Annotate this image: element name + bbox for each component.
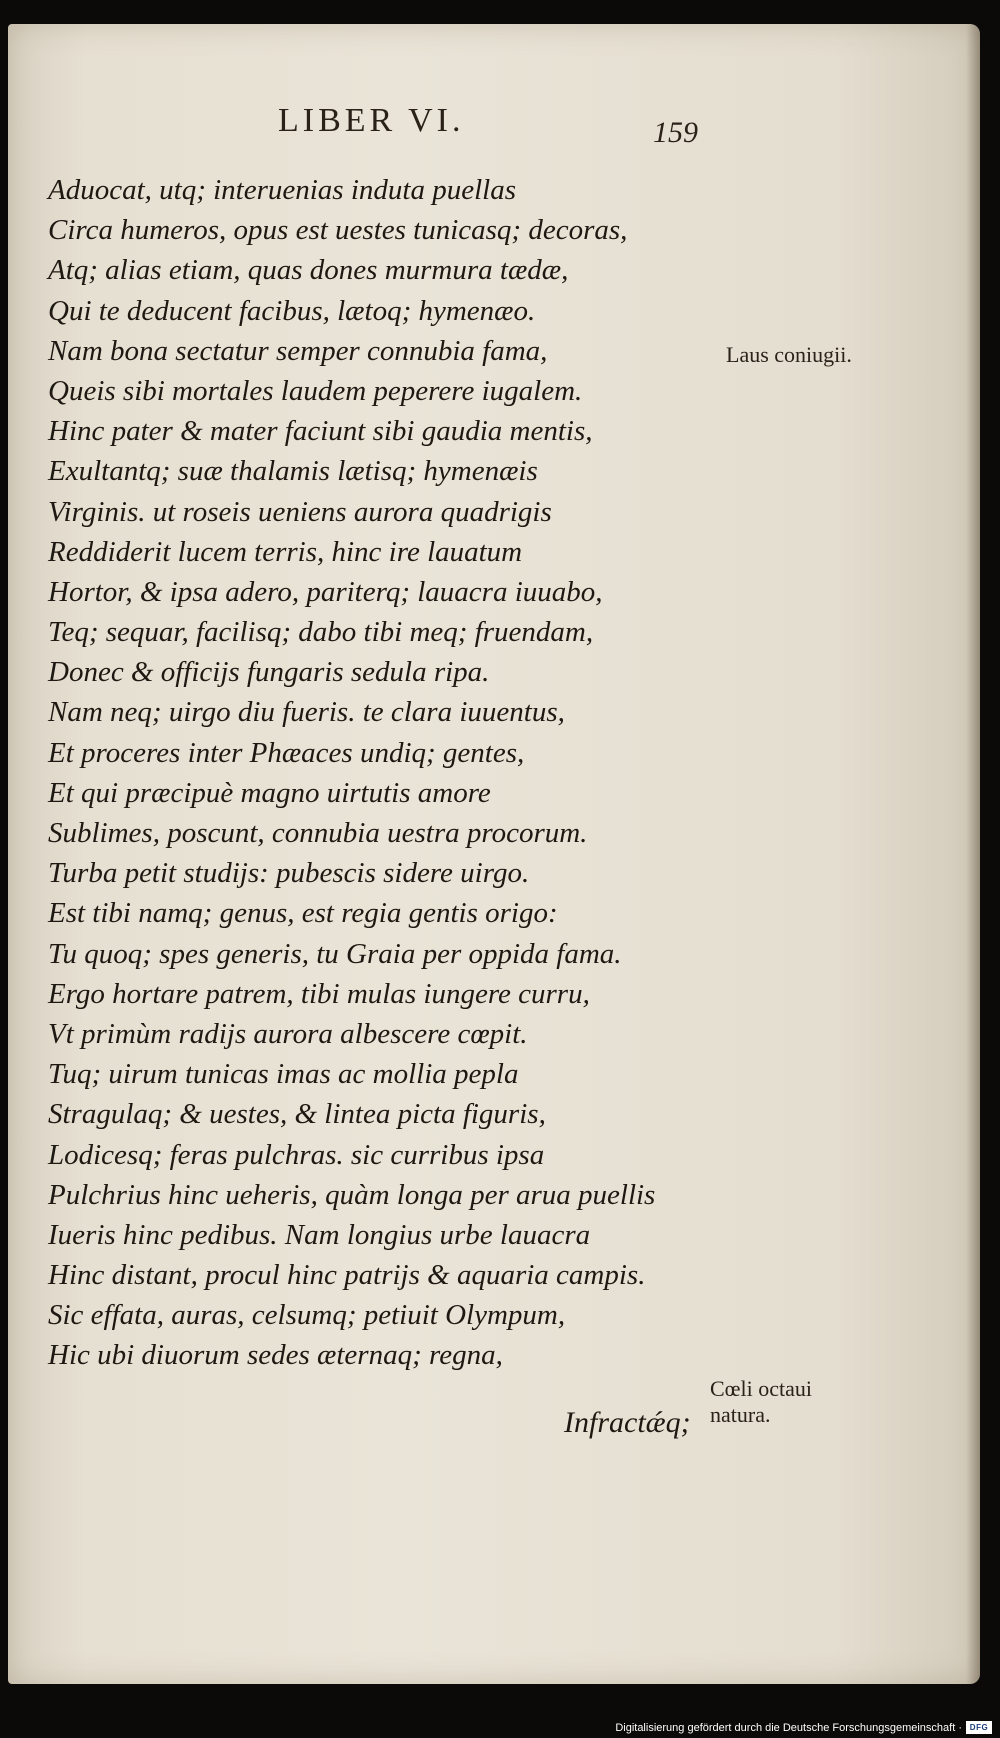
verse-line: Aduocat, utq; interuenias induta puellas bbox=[48, 174, 516, 206]
verse-line: Reddiderit lucem terris, hinc ire lauatum bbox=[48, 535, 523, 568]
verse-block bbox=[48, 170, 708, 1376]
verse-line: Hortor, & ipsa adero, pariterq; lauacra iuuabo, bbox=[48, 575, 603, 608]
verse-line: Donec & officijs fungaris sedula ripa. bbox=[48, 656, 490, 689]
page-edge-shadow bbox=[966, 24, 980, 1684]
verse-line: Teq; sequar, facilisq; dabo tibi meq; fruendam, bbox=[48, 616, 594, 649]
verse-line: Ergo hortare patrem, tibi mulas iungere curru, bbox=[48, 977, 590, 1010]
verse-line: Stragulaq; & uestes, & lintea picta figuris, bbox=[48, 1098, 546, 1131]
verse-line: Pulchrius hinc ueheris, quàm longa per arua puellis bbox=[48, 1178, 656, 1211]
verse-line: Atq; alias etiam, quas dones murmura tædæ, bbox=[48, 254, 569, 287]
verse-line: Circa humeros, opus est uestes tunicasq; decoras, bbox=[48, 214, 628, 247]
marginal-note: Cœli octaui natura. bbox=[710, 1376, 813, 1427]
verse-line: Iueris hinc pedibus. Nam longius urbe lauacra bbox=[48, 1218, 591, 1251]
folio-number: 159 bbox=[653, 116, 698, 149]
verse-line: Tu quoq; spes generis, tu Graia per oppida fama. bbox=[48, 937, 622, 970]
verse-line: Exultantq; suæ thalamis lætisq; hymenæis bbox=[48, 455, 538, 488]
dfg-logo-text: DFG bbox=[969, 1723, 989, 1732]
marginal-note: Laus coniugii. bbox=[726, 342, 852, 367]
verse-line: Turba petit studijs: pubescis sidere uirgo. bbox=[48, 857, 530, 890]
verse-line: Vt primùm radijs aurora albescere cœpit. bbox=[48, 1017, 528, 1050]
verse-line: Lodicesq; feras pulchras. sic curribus ipsa bbox=[48, 1138, 545, 1171]
verse-line: Qui te deducent facibus, lætoq; hymenæo. bbox=[48, 294, 536, 327]
digitization-credit bbox=[615, 1721, 992, 1734]
verse-line: Et proceres inter Phæaces undiq; gentes, bbox=[48, 736, 525, 769]
verse-line: Tuq; uirum tunicas imas ac mollia pepla bbox=[48, 1058, 519, 1091]
verse-line: Queis sibi mortales laudem peperere iugalem. bbox=[48, 374, 583, 407]
verse-line: Sic effata, auras, celsumq; petiuit Olympum, bbox=[48, 1299, 566, 1332]
verse-line: Est tibi namq; genus, est regia gentis origo: bbox=[48, 897, 558, 930]
verse-line: Nam neq; uirgo diu fueris. te clara iuuentus, bbox=[48, 696, 565, 729]
dfg-logo-icon bbox=[966, 1721, 992, 1734]
verse-line: Nam bona sectatur semper connubia fama, bbox=[48, 334, 548, 367]
verse-line: Et qui præcipuè magno uirtutis amore bbox=[48, 776, 491, 809]
verse-line: Hinc distant, procul hinc patrijs & aquaria campis. bbox=[48, 1259, 646, 1292]
book-page bbox=[8, 24, 980, 1684]
catchword: Infractǽq; bbox=[564, 1406, 691, 1439]
verse-line: Sublimes, poscunt, connubia uestra procorum. bbox=[48, 817, 588, 849]
verse-line: Hinc pater & mater faciunt sibi gaudia mentis, bbox=[48, 415, 593, 448]
running-head: LIBER VI. bbox=[278, 102, 465, 139]
verse-line: Virginis. ut roseis ueniens aurora quadrigis bbox=[48, 495, 552, 528]
digitization-credit-text: Digitalisierung gefördert durch die Deutsche Forschungsgemeinschaft · bbox=[615, 1721, 962, 1734]
verse-line: Hic ubi diuorum sedes æternaq; regna, bbox=[48, 1339, 503, 1372]
